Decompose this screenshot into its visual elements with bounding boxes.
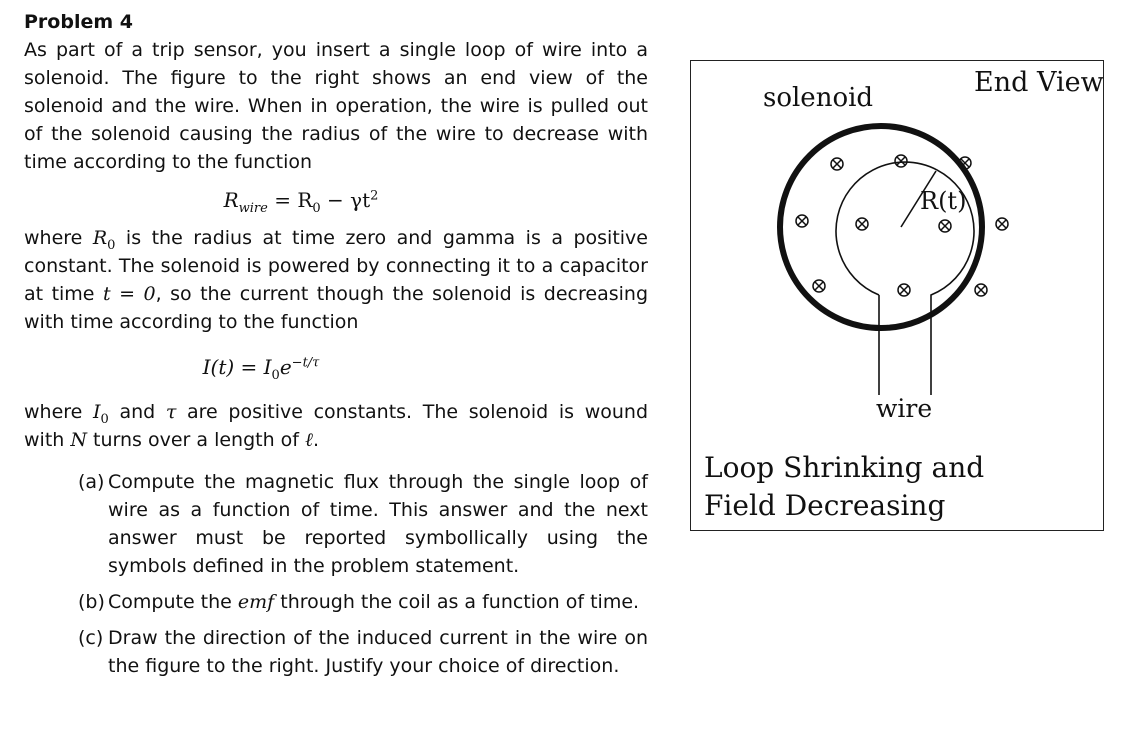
question-b: (b) Compute the emf through the coil as a function of time. (78, 591, 640, 613)
intro-paragraph: As part of a trip sensor, you insert a single loop of wire into a solenoid. The figure to the right shows an end view of the solenoid and the wire. When in operation, the wire is pulled out of the solenoid causing the radius of the wire to decrease with time according to the function (24, 39, 648, 173)
field-symbol (898, 284, 910, 296)
radius-label: R(t) (920, 187, 967, 215)
field-symbol (939, 220, 951, 232)
field-symbol (856, 218, 868, 230)
field-symbol (813, 280, 825, 292)
end-view-label: End View (974, 67, 1104, 98)
equation-radius: $R_{wire} = R_0 - \gamma t^2$ (223, 188, 379, 216)
solenoid-label: solenoid (763, 83, 874, 113)
problem-text (24, 8, 648, 688)
field-symbol (895, 155, 907, 167)
end-view-figure (690, 60, 1104, 531)
caption-line-1: Loop Shrinking and (704, 451, 985, 484)
equation-current: $I(t) = I_0e^{-t/\tau}$ (202, 355, 320, 383)
problem-title: Problem 4 (24, 11, 133, 33)
field-symbol (831, 158, 843, 170)
question-list (24, 468, 648, 680)
definition-paragraph: where $R_0$ is the radius at time zero and gamma is a positive constant. The solenoid is powered by connecting it to a capacitor at time t = 0, so the current though the solenoid is decreasing with time according to the function (24, 227, 649, 333)
caption-line-2: Field Decreasing (704, 489, 946, 522)
question-a: (a) Compute the magnetic flux through the single loop of wire as a function of time. This answer and the next answer must be reported symbollically using the symbols defined in the problem statement. (78, 471, 648, 577)
question-c: (c) Draw the direction of the induced current in the wire on the figure to the right. Justify your choice of direction. (78, 627, 648, 677)
field-symbol (996, 218, 1008, 230)
solenoid-outline (780, 126, 982, 328)
constants-paragraph: where $I_0$ and τ are positive constants. The solenoid is wound with N turns over a length of ℓ. (24, 401, 649, 451)
wire-label: wire (876, 394, 933, 423)
field-symbol (975, 284, 987, 296)
field-symbol (796, 215, 808, 227)
